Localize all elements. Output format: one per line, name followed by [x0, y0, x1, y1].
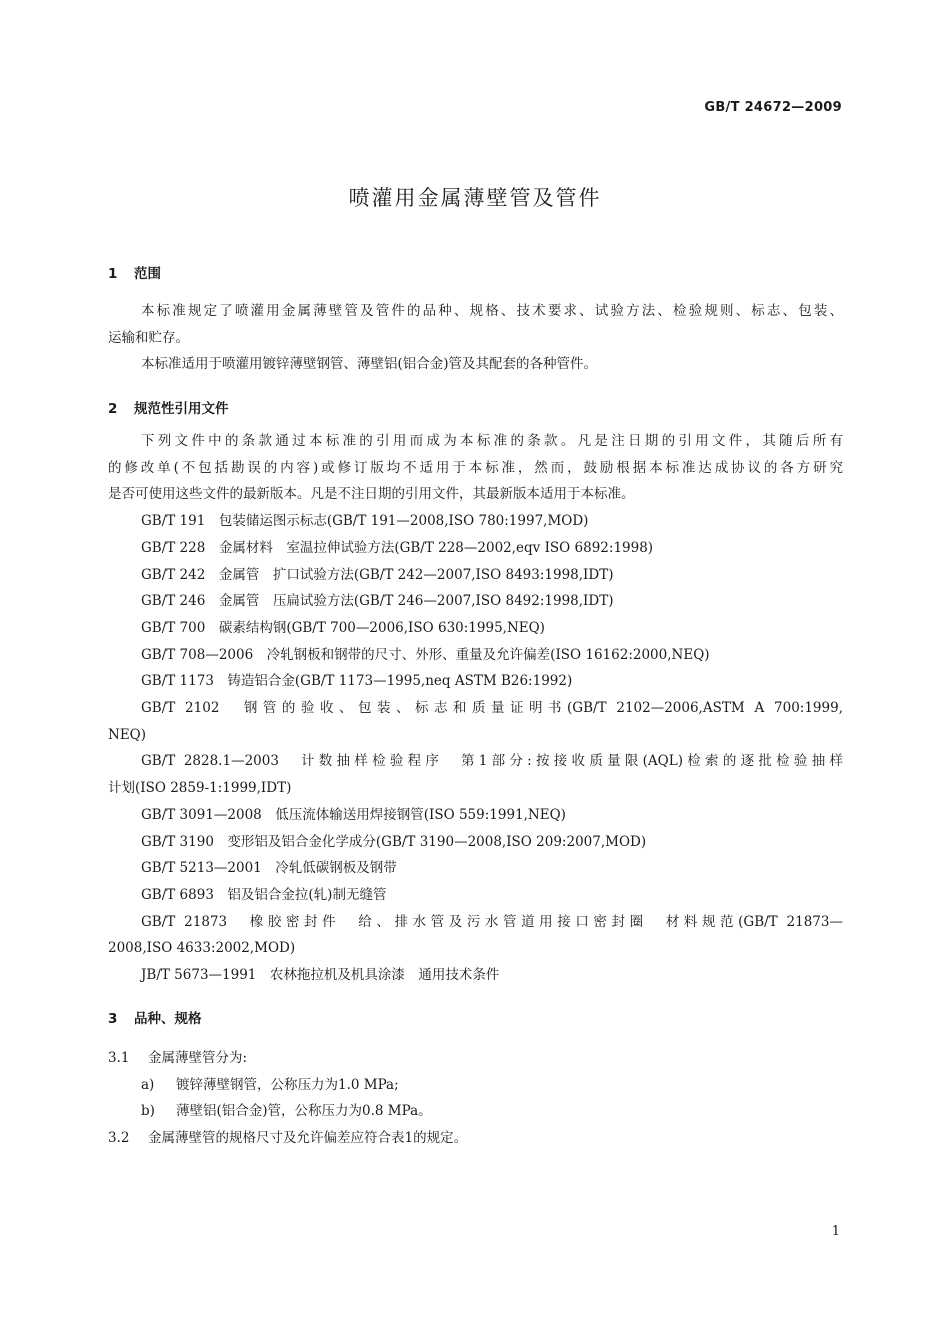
subsection-text: 金属薄壁管的规格尺寸及允许偏差应符合表1的规定。: [148, 1130, 468, 1146]
section-number: 1: [108, 266, 118, 282]
reference-item: GB/T 21873 橡胶密封件 给、排水管及污水管道用接口密封圈 材料规范(GB/T 21873—: [141, 913, 843, 930]
reference-item: GB/T 2102 钢管的验收、包装、标志和质量证明书(GB/T 2102—2006,ASTM A 700:1999,: [141, 700, 843, 717]
reference-item-continuation: 计划(ISO 2859-1:1999,IDT): [108, 780, 292, 797]
section-title: 规范性引用文件: [134, 401, 229, 417]
reference-item: GB/T 242 金属管 扩口试验方法(GB/T 242—2007,ISO 8493:1998,IDT): [141, 566, 614, 583]
reference-item-continuation: 2008,ISO 4633:2002,MOD): [108, 940, 296, 957]
paragraph-line: 下列文件中的条款通过本标准的引用而成为本标准的条款。凡是注日期的引用文件，其随后所有: [141, 433, 843, 449]
subsection-3-2: [108, 1126, 467, 1146]
section-2-heading: [108, 397, 229, 417]
section-1-body: [108, 298, 843, 378]
section-3-heading: [108, 1007, 202, 1027]
standard-number: GB/T 24672—2009: [704, 100, 842, 115]
list-item-text: 镀锌薄壁钢管，公称压力为1.0 MPa;: [176, 1077, 399, 1093]
reference-item: GB/T 700 碳素结构钢(GB/T 700—2006,ISO 630:1995,NEQ): [141, 619, 545, 636]
section-number: 2: [108, 401, 118, 417]
reference-item: GB/T 1173 铸造铝合金(GB/T 1173—1995,neq ASTM B26:1992): [141, 673, 573, 690]
paragraph-line: 的修改单(不包括勘误的内容)或修订版均不适用于本标准，然而，鼓励根据本标准达成协议的各方研究: [108, 459, 843, 476]
reference-item: GB/T 228 金属材料 室温拉伸试验方法(GB/T 228—2002,eqv ISO 6892:1998): [141, 539, 654, 556]
reference-item: GB/T 3190 变形铝及铝合金化学成分(GB/T 3190—2008,ISO 209:2007,MOD): [141, 833, 647, 850]
subsection-text: 金属薄壁管分为:: [148, 1050, 248, 1066]
reference-item: GB/T 2828.1—2003 计数抽样检验程序 第1部分:按接收质量限(AQL)检索的逐批检验抽样: [141, 753, 843, 770]
list-item-marker: a): [141, 1077, 155, 1093]
section-2-body: [108, 428, 843, 989]
reference-item: GB/T 6893 铝及铝合金拉(轧)制无缝管: [141, 886, 387, 903]
paragraph-line: 运输和贮存。: [108, 329, 189, 346]
subsection-number: 3.2: [108, 1130, 130, 1146]
document-title: 喷灌用金属薄壁管及管件: [348, 186, 602, 210]
section-1-heading: [108, 262, 161, 282]
reference-item: GB/T 708—2006 冷轧钢板和钢带的尺寸、外形、重量及允许偏差(ISO 16162:2000,NEQ): [141, 646, 710, 663]
subsection-number: 3.1: [108, 1050, 130, 1066]
reference-item: JB/T 5673—1991 农林拖拉机及机具涂漆 通用技术条件: [141, 967, 500, 984]
paragraph-line: 是否可使用这些文件的最新版本。凡是不注日期的引用文件，其最新版本适用于本标准。: [108, 486, 635, 503]
reference-item: GB/T 5213—2001 冷轧低碳钢板及钢带: [141, 860, 397, 877]
paragraph-line: 本标准规定了喷灌用金属薄壁管及管件的品种、规格、技术要求、试验方法、检验规则、标志、包装、: [141, 303, 843, 319]
subsection-3-1: [108, 1046, 247, 1066]
reference-item: GB/T 191 包装储运图示标志(GB/T 191—2008,ISO 780:1997,MOD): [141, 513, 589, 530]
reference-item: GB/T 3091—2008 低压流体输送用焊接钢管(ISO 559:1991,NEQ): [141, 806, 566, 823]
page-number: 1: [831, 1224, 840, 1239]
section-number: 3: [108, 1011, 118, 1027]
reference-item: GB/T 246 金属管 压扁试验方法(GB/T 246—2007,ISO 8492:1998,IDT): [141, 593, 614, 610]
section-title: 范围: [134, 266, 161, 282]
list-item-text: 薄壁铝(铝合金)管，公称压力为0.8 MPa。: [176, 1103, 432, 1119]
list-item-a: [141, 1073, 399, 1093]
paragraph-line: 本标准适用于喷灌用镀锌薄壁钢管、薄壁铝(铝合金)管及其配套的各种管件。: [141, 356, 598, 373]
list-item-b: [141, 1099, 432, 1119]
section-title: 品种、规格: [134, 1011, 202, 1027]
reference-item-continuation: NEQ): [108, 726, 147, 743]
list-item-marker: b): [141, 1103, 155, 1119]
